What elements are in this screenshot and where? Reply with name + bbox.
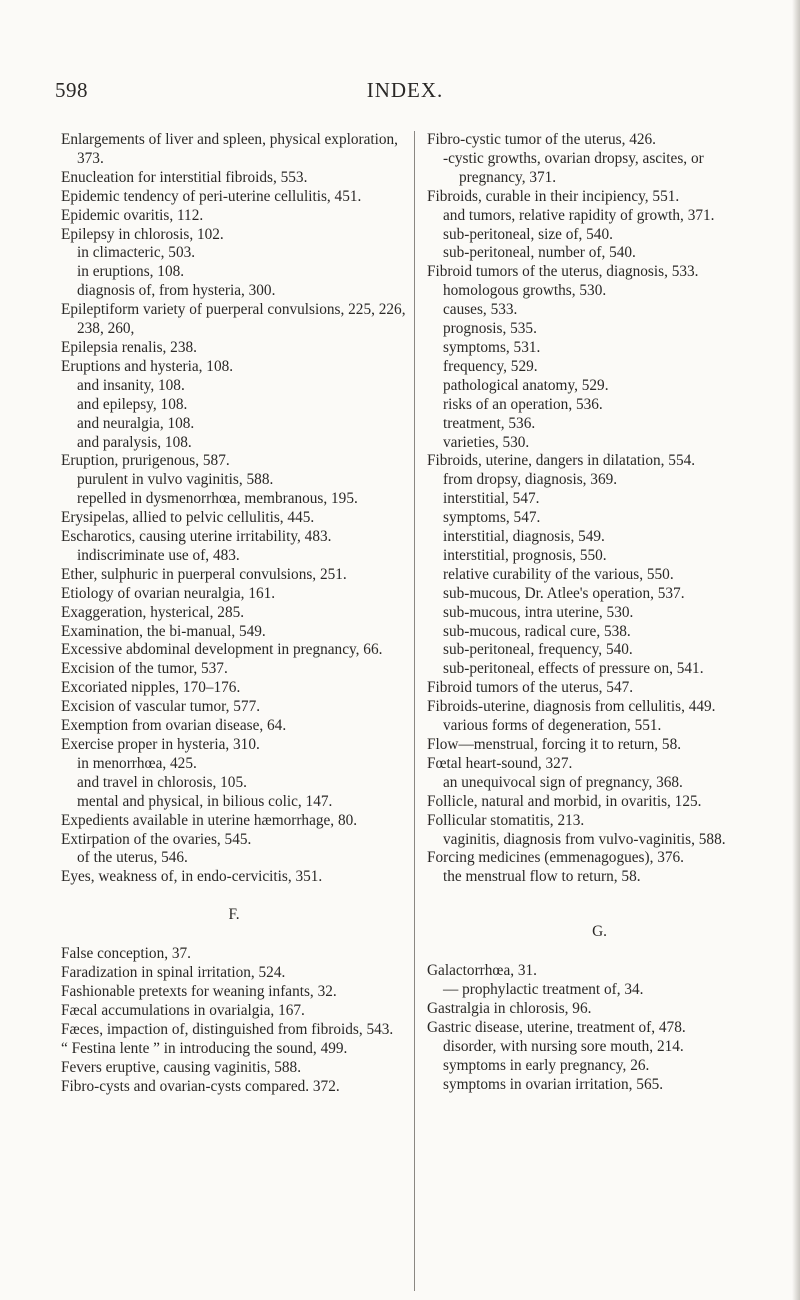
index-subentry: sub-peritoneal, number of, 540. bbox=[443, 244, 636, 262]
index-entry: Examination, the bi-manual, 549. bbox=[61, 622, 266, 640]
index-subentry: varieties, 530. bbox=[443, 433, 530, 451]
index-column-left bbox=[61, 131, 407, 1096]
index-entry: Faradization in spinal irritation, 524. bbox=[61, 964, 286, 982]
index-entry: Follicle, natural and morbid, in ovaritis, 125. bbox=[427, 792, 702, 810]
index-subentry: various forms of degeneration, 551. bbox=[443, 717, 662, 735]
index-entry: Gastric disease, uterine, treatment of, 478. bbox=[427, 1018, 686, 1036]
section-letter: G. bbox=[592, 923, 607, 941]
index-subentry: risks of an operation, 536. bbox=[443, 395, 603, 413]
index-subentry: in climacteric, 503. bbox=[77, 244, 196, 262]
index-entry: Fibro-cysts and ovarian-cysts compared. 372. bbox=[61, 1077, 340, 1095]
index-entry: Galactorrhœa, 31. bbox=[427, 962, 538, 980]
page-edge bbox=[792, 0, 800, 1300]
index-entry: Fibroids, curable in their incipiency, 551. bbox=[427, 187, 680, 205]
index-entry: Excessive abdominal development in pregnancy, 66. bbox=[61, 641, 383, 659]
index-entry: Forcing medicines (emmenagogues), 376. bbox=[427, 849, 685, 867]
index-entry: Extirpation of the ovaries, 545. bbox=[61, 830, 252, 848]
index-subentry: and insanity, 108. bbox=[77, 376, 185, 394]
index-subentry: sub-peritoneal, frequency, 540. bbox=[443, 641, 633, 659]
index-subentry: treatment, 536. bbox=[443, 414, 536, 432]
index-subentry: in menorrhœa, 425. bbox=[77, 754, 197, 772]
index-entry: Erysipelas, allied to pelvic cellulitis, 445. bbox=[61, 509, 315, 527]
index-subentry: of the uterus, 546. bbox=[77, 849, 188, 867]
index-subentry: and epilepsy, 108. bbox=[77, 395, 188, 413]
index-entry: Etiology of ovarian neuralgia, 161. bbox=[61, 584, 276, 602]
index-subentry: -cystic growths, ovarian dropsy, ascites, or pregnancy, 371. bbox=[443, 149, 704, 186]
index-entry: Excision of the tumor, 537. bbox=[61, 660, 228, 678]
index-subentry: and paralysis, 108. bbox=[77, 433, 192, 451]
index-subentry: pathological anatomy, 529. bbox=[443, 376, 609, 394]
index-subentry: — prophylactic treatment of, 34. bbox=[443, 981, 644, 999]
index-entry: Eruption, prurigenous, 587. bbox=[61, 452, 230, 470]
index-subentry: sub-peritoneal, effects of pressure on, 541. bbox=[443, 660, 704, 678]
index-entry: Fœtal heart-sound, 327. bbox=[427, 754, 573, 772]
index-entry: Epileptiform variety of puerperal convulsions, 225, 226, 238, 260, bbox=[61, 301, 406, 338]
index-subentry: mental and physical, in bilious colic, 147. bbox=[77, 792, 333, 810]
index-entry: Ether, sulphuric in puerperal convulsions, 251. bbox=[61, 565, 347, 583]
index-subentry: interstitial, 547. bbox=[443, 490, 540, 508]
running-head: INDEX. bbox=[366, 78, 444, 102]
index-entry: Fibroid tumors of the uterus, diagnosis, 533. bbox=[427, 263, 699, 281]
index-entry: Expedients available in uterine hæmorrhage, 80. bbox=[61, 811, 358, 829]
index-subentry: symptoms, 531. bbox=[443, 338, 541, 356]
index-entry: Enlargements of liver and spleen, physical exploration, 373. bbox=[61, 131, 399, 167]
page-header bbox=[55, 78, 755, 108]
index-subentry: and neuralgia, 108. bbox=[77, 414, 195, 432]
index-entry: Escharotics, causing uterine irritability, 483. bbox=[61, 528, 332, 546]
index-subentry: causes, 533. bbox=[443, 301, 518, 319]
index-entry: Fibro-cystic tumor of the uterus, 426. bbox=[427, 131, 656, 148]
index-column-right bbox=[427, 131, 772, 1095]
index-entry: Excision of vascular tumor, 577. bbox=[61, 698, 261, 716]
index-subentry: symptoms, 547. bbox=[443, 509, 541, 527]
index-subentry: repelled in dysmenorrhœa, membranous, 195. bbox=[77, 490, 358, 508]
index-subentry: homologous growths, 530. bbox=[443, 282, 607, 300]
index-subentry: frequency, 529. bbox=[443, 357, 538, 375]
index-entry: Fibroid tumors of the uterus, 547. bbox=[427, 679, 634, 697]
index-subentry: and tumors, relative rapidity of growth, 371. bbox=[443, 206, 715, 224]
index-entry: False conception, 37. bbox=[61, 945, 191, 963]
index-subentry: sub-mucous, radical cure, 538. bbox=[443, 622, 631, 640]
index-entry: “ Festina lente ” in introducing the sound, 499. bbox=[61, 1039, 348, 1057]
index-entry: Gastralgia in chlorosis, 96. bbox=[427, 999, 592, 1017]
index-subentry: relative curability of the various, 550. bbox=[443, 565, 674, 583]
index-subentry: disorder, with nursing sore mouth, 214. bbox=[443, 1037, 684, 1055]
index-entry: Fæcal accumulations in ovarialgia, 167. bbox=[61, 1001, 305, 1019]
index-subentry: from dropsy, diagnosis, 369. bbox=[443, 471, 618, 489]
index-entry: Epilepsy in chlorosis, 102. bbox=[61, 225, 224, 243]
index-entry: Fibroids, uterine, dangers in dilatation, 554. bbox=[427, 452, 696, 470]
index-entry: Fæces, impaction of, distinguished from fibroids, 543. bbox=[61, 1020, 394, 1038]
index-subentry: interstitial, prognosis, 550. bbox=[443, 546, 607, 564]
index-subentry: and travel in chlorosis, 105. bbox=[77, 773, 247, 791]
index-entry: Excoriated nipples, 170–176. bbox=[61, 679, 241, 697]
index-subentry: sub-mucous, intra uterine, 530. bbox=[443, 603, 634, 621]
index-subentry: diagnosis of, from hysteria, 300. bbox=[77, 282, 276, 300]
index-subentry: symptoms in early pregnancy, 26. bbox=[443, 1056, 650, 1074]
index-subentry: interstitial, diagnosis, 549. bbox=[443, 528, 605, 546]
index-subentry: vaginitis, diagnosis from vulvo-vaginitis, 588. bbox=[443, 830, 726, 848]
column-rule bbox=[414, 131, 415, 1291]
index-entry: Epilepsia renalis, 238. bbox=[61, 338, 197, 356]
index-subentry: in eruptions, 108. bbox=[77, 263, 185, 281]
index-entry: Exemption from ovarian disease, 64. bbox=[61, 717, 287, 735]
index-entry: Eruptions and hysteria, 108. bbox=[61, 357, 234, 375]
section-letter: F. bbox=[228, 906, 240, 924]
index-entry: Fevers eruptive, causing vaginitis, 588. bbox=[61, 1058, 302, 1076]
index-entry: Follicular stomatitis, 213. bbox=[427, 811, 585, 829]
index-entry: Flow—menstrual, forcing it to return, 58. bbox=[427, 736, 682, 753]
index-entry: Exercise proper in hysteria, 310. bbox=[61, 736, 260, 753]
index-subentry: sub-peritoneal, size of, 540. bbox=[443, 225, 613, 243]
index-entry: Epidemic ovaritis, 112. bbox=[61, 206, 204, 224]
index-entry: Eyes, weakness of, in endo-cervicitis, 351. bbox=[61, 868, 323, 886]
index-subentry: prognosis, 535. bbox=[443, 320, 537, 338]
index-subentry: sub-mucous, Dr. Atlee's operation, 537. bbox=[443, 584, 685, 602]
index-entry: Fibroids-uterine, diagnosis from cellulitis, 449. bbox=[427, 698, 716, 716]
index-entry: Exaggeration, hysterical, 285. bbox=[61, 603, 245, 621]
index-subentry: indiscriminate use of, 483. bbox=[77, 546, 240, 564]
index-entry: Enucleation for interstitial fibroids, 553. bbox=[61, 168, 308, 186]
index-subentry: purulent in vulvo vaginitis, 588. bbox=[77, 471, 274, 489]
page-number: 598 bbox=[55, 78, 88, 102]
index-entry: Fashionable pretexts for weaning infants, 32. bbox=[61, 982, 337, 1000]
index-entry: Epidemic tendency of peri-uterine cellulitis, 451. bbox=[61, 187, 362, 205]
index-subentry: the menstrual flow to return, 58. bbox=[443, 868, 641, 886]
index-subentry: an unequivocal sign of pregnancy, 368. bbox=[443, 773, 683, 791]
index-subentry: symptoms in ovarian irritation, 565. bbox=[443, 1075, 664, 1093]
